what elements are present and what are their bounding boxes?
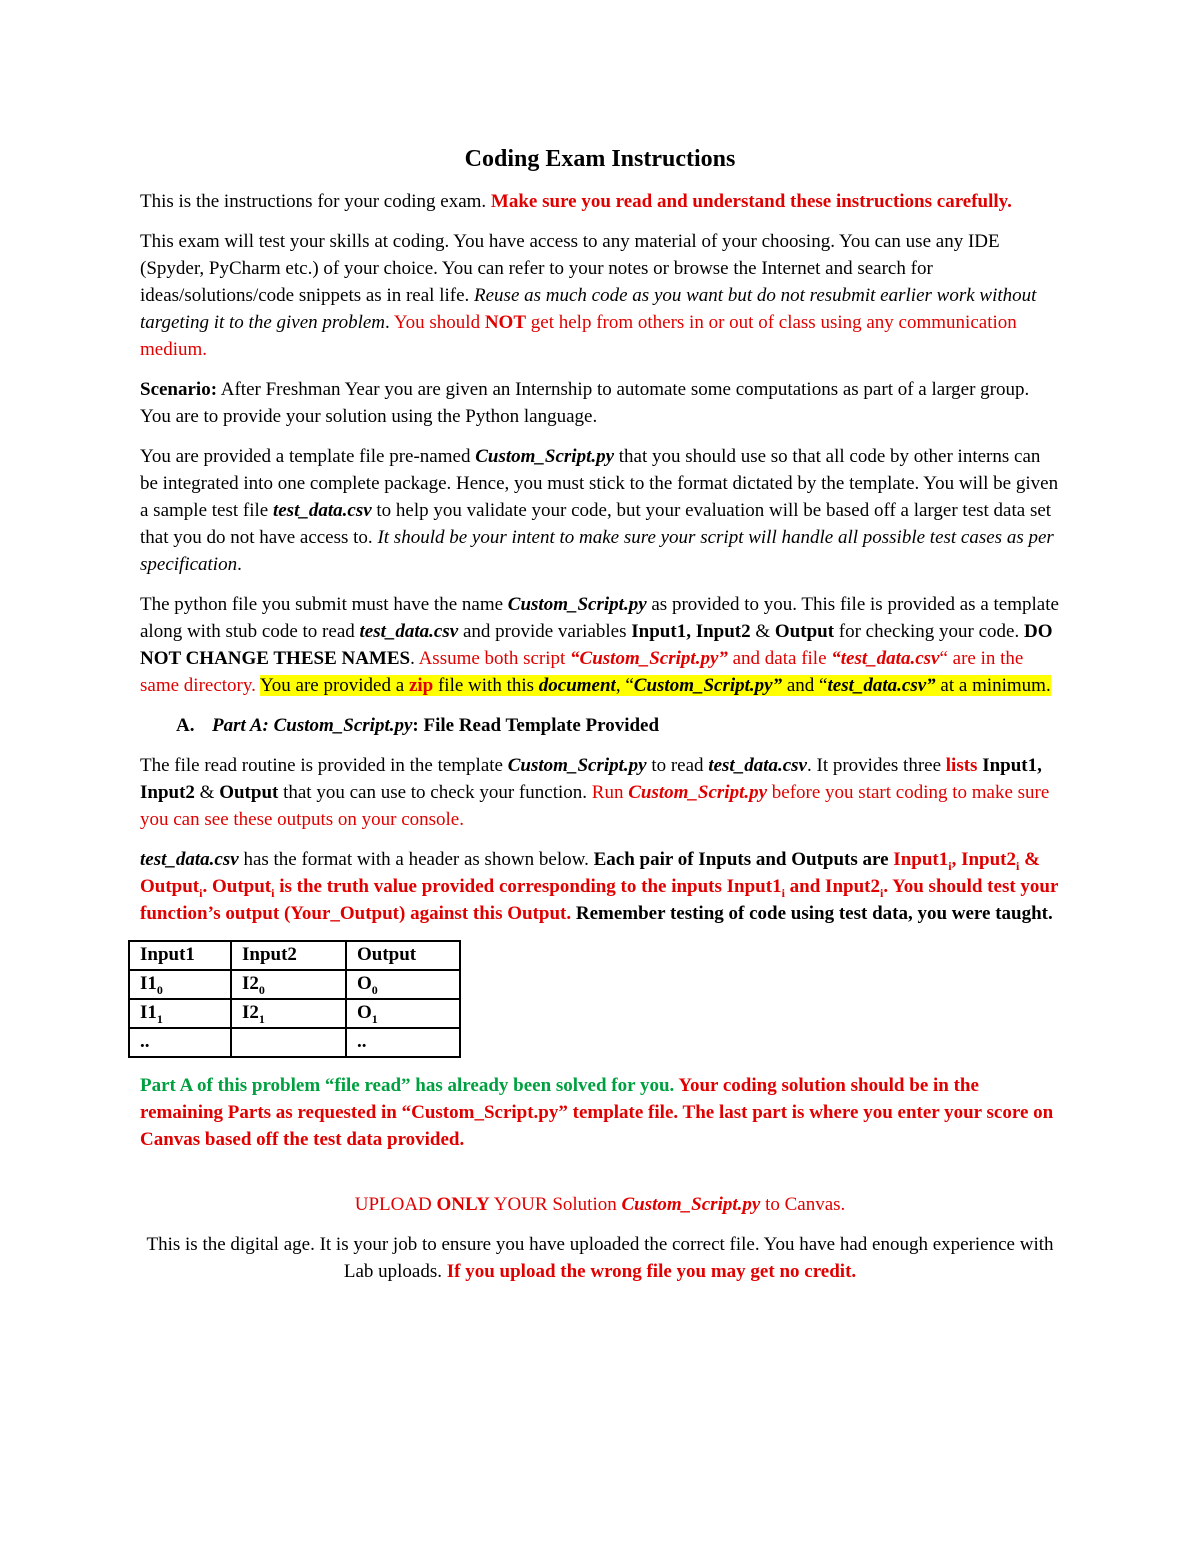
sub-zip-script: Custom_Script.py”	[633, 675, 783, 696]
scenario-paragraph	[140, 376, 1060, 430]
sub-assume: Assume both script	[418, 648, 571, 669]
sub-assume-script: “Custom_Script.py”	[570, 648, 728, 669]
fr-text-3: . It provides three	[807, 755, 946, 776]
sub-zip-document: document	[538, 675, 616, 696]
table-row	[129, 999, 460, 1028]
fr-text-2: to read	[646, 755, 709, 776]
fmt-text-1: has the format with a header as shown below.	[238, 849, 594, 870]
solution-note: Your coding solution should be in the remaining Parts as requested in “Custom_Script.py” template file. The last part is where you enter your score on Canvas based off the test data provided.	[140, 1075, 1054, 1150]
template-punct: .	[237, 554, 242, 575]
template-intent: It should be your intent to make sure your script will handle all possible test cases as per specification	[140, 527, 1054, 575]
part-a-title: Part A: Custom_Script.py	[212, 715, 413, 736]
rules-warning-not: NOT	[484, 312, 527, 333]
rules-warning-start: You should	[393, 312, 485, 333]
sub-text-4: for checking your code.	[834, 621, 1024, 642]
sub-text-2: as provided to you. This file is provided as a template along with stub code to read	[140, 594, 1059, 642]
part-a-subtitle: : File Read Template Provided	[412, 715, 660, 736]
fr-output: Output	[219, 782, 279, 803]
upload-line	[140, 1191, 1060, 1218]
rules-reuse-note: Reuse as much code as you want but do not resubmit earlier work without targeting it to the given problem	[140, 285, 1037, 333]
scenario-text: After Freshman Year you are given an Internship to automate some computations as part of a larger group. You are to provide your solution using the Python language.	[140, 379, 1030, 427]
page-title: Coding Exam Instructions	[464, 146, 736, 172]
table-cell: $I2_0$	[231, 970, 346, 999]
fmt-sub-3: i	[199, 885, 203, 900]
part-a-solved-paragraph	[140, 1072, 1060, 1153]
fmt-sub-5: i	[781, 885, 785, 900]
sub-punct: .	[410, 648, 419, 669]
sub-amp: &	[750, 621, 775, 642]
table-header-cell: Input1	[129, 941, 231, 970]
part-a-heading	[176, 712, 1060, 739]
format-paragraph	[140, 846, 1060, 927]
sub-assume-data: and data file	[727, 648, 832, 669]
upload-text-3: to Canvas.	[760, 1194, 846, 1215]
template-text-1: You are provided a template file pre-named	[140, 446, 476, 467]
fr-run: Run	[591, 782, 629, 803]
sub-assume-csv: “test_data.csv	[831, 648, 940, 669]
fmt-input1: Input1	[888, 849, 949, 870]
table-cell: $I1_0$	[129, 970, 231, 999]
sub-testfile: test_data.csv	[359, 621, 459, 642]
table-cell: $O_1$	[346, 999, 460, 1028]
sub-filename: Custom_Script.py	[507, 594, 647, 615]
template-filename: Custom_Script.py	[475, 446, 615, 467]
fr-csv: test_data.csv	[708, 755, 807, 776]
intro-text: This is the instructions for your coding exam.	[140, 191, 491, 212]
table-cell: $I2_1$	[231, 999, 346, 1028]
sub-output: Output	[774, 621, 835, 642]
closing-paragraph	[140, 1231, 1060, 1285]
sub-text-3: and provide variables	[458, 621, 632, 642]
sub-inputs: Input1, Input2	[631, 621, 751, 642]
sub-zip-word: zip	[408, 675, 434, 696]
intro-paragraph	[140, 188, 1060, 215]
template-text-2: that you should use so that all code by other interns can be integrated into one complete package. Hence, you must stick to the format dictated by the template. You will be given a sample test file	[140, 446, 1059, 521]
template-testfile: test_data.csv	[272, 500, 372, 521]
file-read-paragraph	[140, 752, 1060, 833]
sub-assume-dir: “ are in the same directory.	[140, 648, 1024, 696]
solved-note: Part A of this problem “file read” has already been solved for you.	[140, 1075, 675, 1096]
sub-zip-comma: , “	[615, 675, 634, 696]
sub-zip-text: You are provided a	[259, 675, 409, 696]
closing-text: This is the digital age. It is your job to ensure you have uploaded the correct file. You have had enough experience with Lab uploads.	[146, 1234, 1054, 1282]
rules-punct: .	[385, 312, 394, 333]
fr-lists: lists	[945, 755, 978, 776]
fmt-truth: is the truth value provided corresponding to the inputs Input1	[274, 876, 782, 897]
template-text-3: to help you validate your code, but your evaluation will be based off a larger test data set that you do not have access to.	[140, 500, 1052, 548]
table-row	[129, 970, 460, 999]
fmt-output: & Output	[140, 849, 1040, 897]
table-header-row	[129, 941, 460, 970]
fmt-input2: , Input2	[951, 849, 1016, 870]
sub-zip-and: and “	[782, 675, 828, 696]
scenario-label: Scenario:	[140, 379, 218, 400]
upload-text-2: YOUR Solution	[489, 1194, 622, 1215]
rules-paragraph	[140, 228, 1060, 363]
fr-run-text: before you start coding to make sure you can see these outputs on your console.	[140, 782, 1050, 830]
fr-run-script: Custom_Script.py	[628, 782, 768, 803]
fmt-output-2: . Output	[202, 876, 272, 897]
fmt-sub-4: i	[271, 885, 275, 900]
intro-warning: Make sure you read and understand these instructions carefully.	[490, 191, 1012, 212]
fmt-remember: Remember testing of code using test data, you were taught.	[571, 903, 1053, 924]
sub-text-1: The python file you submit must have the name	[140, 594, 508, 615]
fmt-sub-1: i	[948, 858, 952, 873]
part-a-label: A.	[176, 715, 195, 736]
table-cell: $I1_1$	[129, 999, 231, 1028]
fr-text-4: that you can use to check your function.	[278, 782, 592, 803]
sub-do-not-change: DO NOT CHANGE THESE NAMES	[140, 621, 1053, 669]
fr-script: Custom_Script.py	[507, 755, 647, 776]
table-cell: ..	[129, 1028, 231, 1057]
upload-text-1: UPLOAD	[354, 1194, 437, 1215]
sub-zip-minimum: at a minimum.	[935, 675, 1051, 696]
table-header-cell: Output	[346, 941, 460, 970]
fmt-csv: test_data.csv	[140, 849, 239, 870]
sub-zip-text-2: file with this	[433, 675, 539, 696]
closing-warning: If you upload the wrong file you may get no credit.	[446, 1261, 857, 1282]
data-format-table	[128, 940, 461, 1058]
rules-text: This exam will test your skills at coding. You have access to any material of your choosing. You can use any IDE (Spyder, PyCharm etc.) of your choice. You can refer to your notes or browse the Internet and search for ideas/solutions/code snippets as in real life.	[140, 231, 1000, 306]
table-row	[129, 1028, 460, 1057]
fr-text-1: The file read routine is provided in the template	[140, 755, 508, 776]
rules-warning-end: get help from others in or out of class using any communication medium.	[140, 312, 1017, 360]
submission-paragraph	[140, 591, 1060, 699]
table-cell: ..	[346, 1028, 460, 1057]
fmt-pairs: Each pair of Inputs and Outputs are	[593, 849, 889, 870]
fmt-test-fn: . You should test your function’s output (Your_Output) against this Output.	[140, 876, 1059, 924]
table-cell: $O_0$	[346, 970, 460, 999]
fmt-sub-2: i	[1015, 858, 1020, 873]
table-cell	[231, 1028, 346, 1057]
upload-only: ONLY	[436, 1194, 490, 1215]
template-paragraph	[140, 443, 1060, 578]
table-header-cell: Input2	[231, 941, 346, 970]
sub-zip-csv: test_data.csv”	[827, 675, 936, 696]
fmt-and-input2: and Input2	[784, 876, 880, 897]
upload-filename: Custom_Script.py	[621, 1194, 761, 1215]
fr-amp: &	[194, 782, 220, 803]
fr-inputs: Input1, Input2	[140, 755, 1042, 803]
fmt-sub-6: i	[879, 885, 884, 900]
